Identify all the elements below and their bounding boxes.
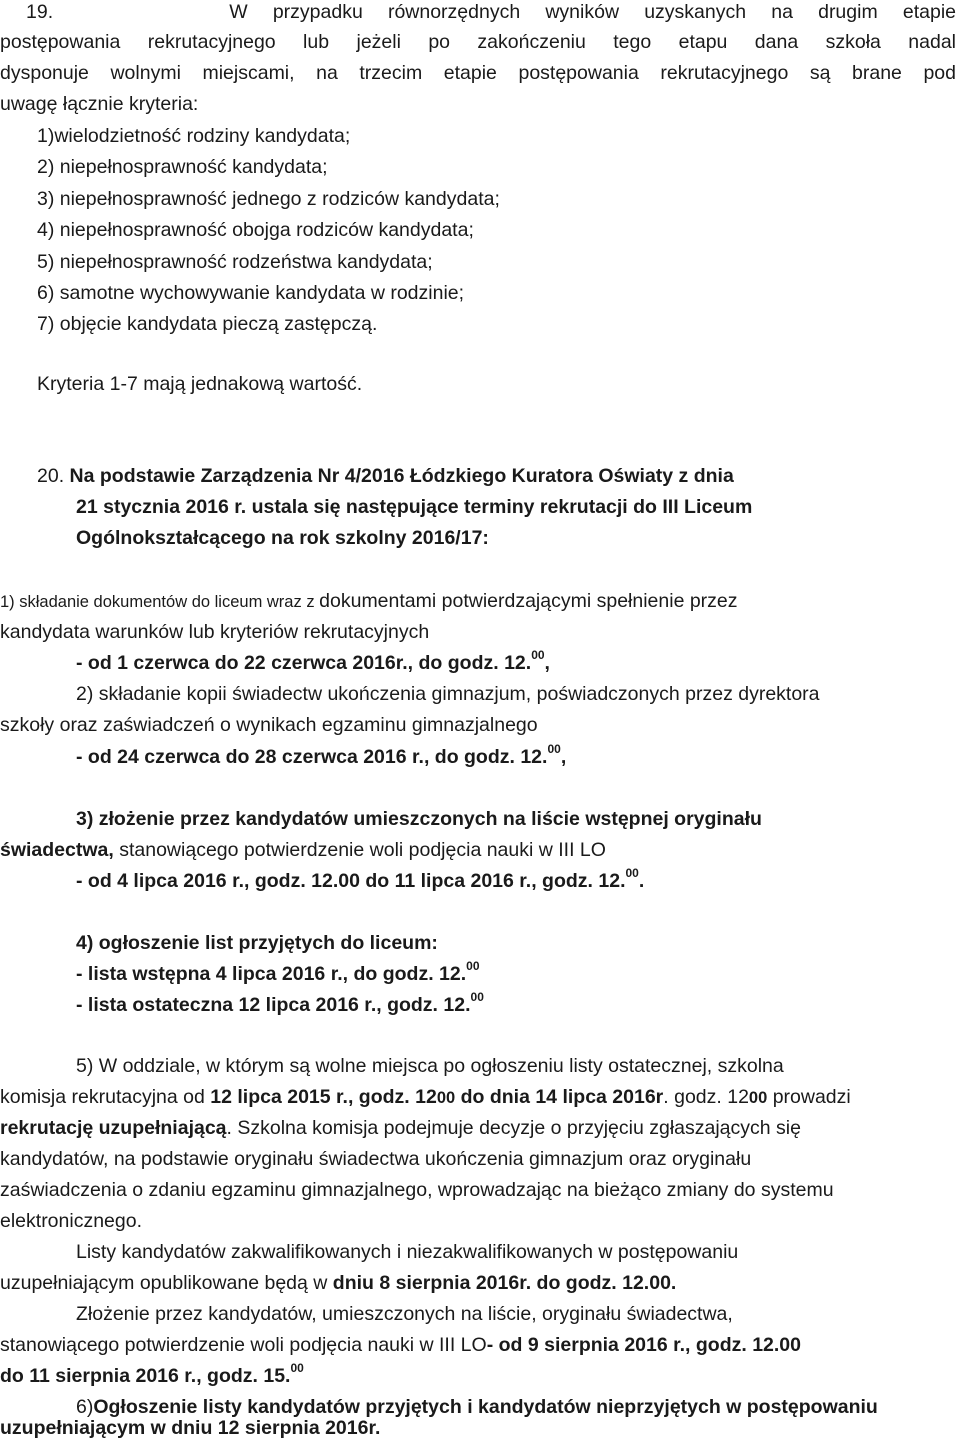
item-2-line-2: szkoły oraz zaświadczeń o wynikach egzaminu gimnazjalnego xyxy=(0,714,538,736)
item-1-text: dokumentami potwierdzającymi spełnienie przez xyxy=(319,590,738,612)
superscript: 00 xyxy=(290,1361,304,1375)
criteria-item: 3) niepełnosprawność jednego z rodziców kandydata; xyxy=(37,188,500,210)
s20-heading-line-2: 21 stycznia 2016 r. ustala się następujące terminy rekrutacji do III Liceum xyxy=(76,496,753,518)
text: . Szkolna komisja podejmuje decyzje o przyjęciu zgłaszających się xyxy=(226,1117,801,1139)
criteria-item: 2) niepełnosprawność kandydata; xyxy=(37,156,328,178)
punct: , xyxy=(560,746,567,768)
item-3-bold: świadectwa, xyxy=(0,839,114,861)
item-4-prelim: - lista wstępna 4 lipca 2016 r., do godz. 12. xyxy=(76,963,467,985)
item-5-line-9: Złożenie przez kandydatów, umieszczonych na liście, oryginału świadectwa, xyxy=(76,1303,733,1325)
item-3-line-2 xyxy=(0,835,960,865)
item-3-line-1: 3) złożenie przez kandydatów umieszczonych na liście wstępnej oryginału xyxy=(76,808,762,830)
superscript: 00 xyxy=(547,742,561,756)
item-5-line-3 xyxy=(0,1113,960,1143)
criteria-item: 7) objęcie kandydata pieczą zastępczą. xyxy=(37,313,378,335)
item-5-line-8 xyxy=(0,1268,960,1298)
s20-heading-line-3: Ogólnokształcącego na rok szkolny 2016/17: xyxy=(76,527,489,549)
small-bold: 00 xyxy=(748,1089,768,1107)
item-4-line-2 xyxy=(76,959,960,989)
item-5-line-1: 5) W oddziale, w którym są wolne miejsca po ogłoszeniu listy ostatecznej, szkolna xyxy=(76,1055,784,1077)
item-5-line-5: zaświadczenia o zdaniu egzaminu gimnazjalnego, wprowadzając na bieżąco zmiany do systemu xyxy=(0,1179,834,1201)
superscript: 00 xyxy=(466,959,480,973)
s20-number: 20. xyxy=(37,465,70,487)
item-4-line-3 xyxy=(76,990,960,1020)
item-4-final: - lista ostateczna 12 lipca 2016 r., godz. 12. xyxy=(76,994,471,1016)
item-3-date xyxy=(76,866,960,896)
s20-heading-line-1 xyxy=(37,461,960,491)
item-5-date-text: do 11 sierpnia 2016 r., godz. 15. xyxy=(0,1365,291,1387)
item-6-line-2: uzupełniającym w dniu 12 sierpnia 2016r. xyxy=(0,1417,381,1439)
item-1-line-1 xyxy=(0,586,960,617)
item-1-line-2: kandydata warunków lub kryteriów rekrutacyjnych xyxy=(0,621,430,643)
superscript: 00 xyxy=(531,648,545,662)
text: stanowiącego potwierdzenie woli podjęcia nauki w III LO xyxy=(0,1334,487,1356)
criteria-item: 1)wielodzietność rodziny kandydata; xyxy=(37,125,351,147)
punct: , xyxy=(544,652,550,674)
item-5-line-2 xyxy=(0,1082,960,1113)
item-5-line-7: Listy kandydatów zakwalifikowanych i niezakwalifikowanych w postępowaniu xyxy=(76,1241,739,1263)
criteria-note: Kryteria 1-7 mają jednakową wartość. xyxy=(37,373,363,395)
bold-text: rekrutację uzupełniającą xyxy=(0,1117,227,1139)
bold-text: 12 lipca 2015 r., godz. 12 xyxy=(210,1086,437,1108)
item-5-line-6: elektronicznego. xyxy=(0,1210,143,1232)
item-5-line-11 xyxy=(0,1361,960,1391)
item-3-date-text: - od 4 lipca 2016 r., godz. 12.00 do 11 lipca 2016 r., godz. 12. xyxy=(76,870,626,892)
item-5-line-4: kandydatów, na podstawie oryginału świadectwa ukończenia gimnazjum oraz oryginału xyxy=(0,1148,752,1170)
text: uzupełniającym opublikowane będą w xyxy=(0,1272,333,1294)
s19-line-2: postępowania rekrutacyjnego lub jeżeli po zakończeniu tego etapu dana szkoła nadal xyxy=(0,31,956,53)
superscript: 00 xyxy=(470,990,484,1004)
item-3-text: stanowiącego potwierdzenie woli podjęcia nauki w III LO xyxy=(113,839,606,861)
item-1-date xyxy=(76,648,960,678)
s19-line-4: uwagę łącznie kryteria: xyxy=(0,93,199,115)
item-2-line-1: 2) składanie kopii świadectw ukończenia gimnazjum, poświadczonych przez dyrektora xyxy=(76,683,820,705)
item-2-date-text: - od 24 czerwca do 28 czerwca 2016 r., do godz. 12. xyxy=(76,746,548,768)
item-1-date-text: - od 1 czerwca do 22 czerwca 2016r., do godz. 12. xyxy=(76,652,532,674)
item-5-line-10 xyxy=(0,1330,960,1360)
item-2-date xyxy=(76,742,960,772)
punct: . xyxy=(638,870,645,892)
s19-line-1: 19. W przypadku równorzędnych wyników uzyskanych na drugim etapie xyxy=(26,1,956,23)
bold-text: do dnia 14 lipca 2016r xyxy=(455,1086,664,1108)
bold-text: Ogłoszenie listy kandydatów przyjętych i kandydatów nieprzyjętych w postępowaniu xyxy=(93,1396,878,1418)
text: prowadzi xyxy=(767,1086,851,1108)
bold-text: - od 9 sierpnia 2016 r., godz. 12.00 xyxy=(486,1334,801,1356)
criteria-item: 5) niepełnosprawność rodzeństwa kandydata; xyxy=(37,251,433,273)
item-1-text-small: 1) składanie dokumentów do liceum wraz z xyxy=(0,593,320,611)
criteria-item: 4) niepełnosprawność obojga rodziców kandydata; xyxy=(37,219,474,241)
criteria-item: 6) samotne wychowywanie kandydata w rodzinie; xyxy=(37,282,465,304)
item-4-line-1: 4) ogłoszenie list przyjętych do liceum: xyxy=(76,932,438,954)
small-bold: 00 xyxy=(436,1089,456,1107)
s19-line-3: dysponuje wolnymi miejscami, na trzecim etapie postępowania rekrutacyjnego są brane pod xyxy=(0,62,956,84)
superscript: 00 xyxy=(625,866,639,880)
text: 6) xyxy=(76,1396,94,1418)
text: . godz. 12 xyxy=(663,1086,749,1108)
bold-text: dniu 8 sierpnia 2016r. do godz. 12.00. xyxy=(332,1272,677,1294)
s20-heading-text: Na podstawie Zarządzenia Nr 4/2016 Łódzkiego Kuratora Oświaty z dnia xyxy=(69,465,734,487)
text: komisja rekrutacyjna od xyxy=(0,1086,211,1108)
